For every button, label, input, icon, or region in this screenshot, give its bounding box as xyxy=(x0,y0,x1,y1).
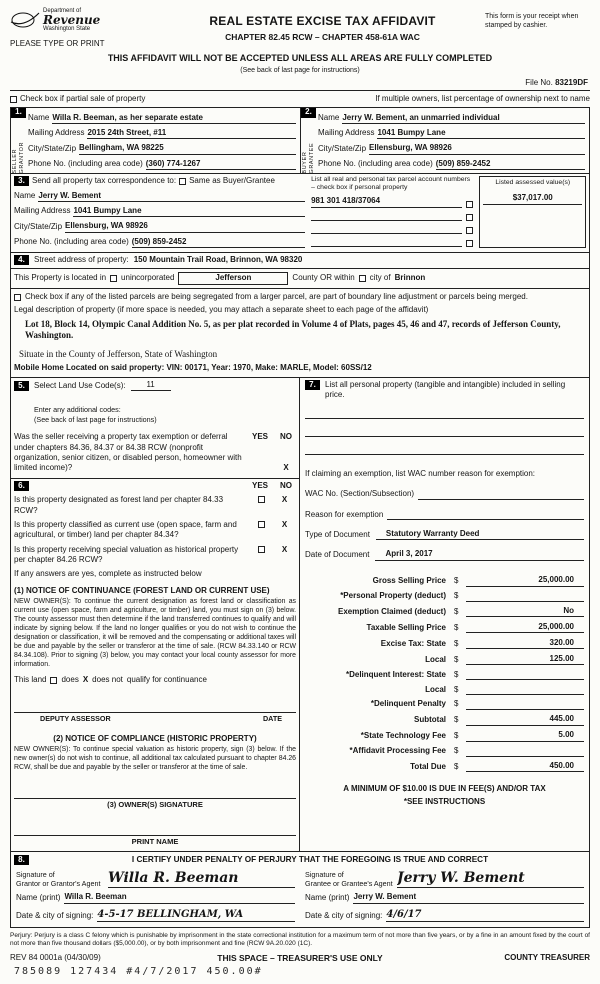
correspondence-phone-value[interactable]: (509) 859-2452 xyxy=(132,237,305,248)
street-address-value[interactable]: 150 Mountain Trail Road, Brinnon, WA 98320 xyxy=(133,255,303,265)
grantor-signature[interactable]: Willa R. Beeman xyxy=(108,870,239,887)
section6-number: 6. xyxy=(14,481,29,491)
parcel-number-line-2[interactable] xyxy=(311,212,462,221)
section3-number: 3. xyxy=(14,176,29,186)
dollar-sign: $ xyxy=(454,699,459,709)
partial-sale-checkbox[interactable] xyxy=(10,96,17,103)
fee-label: Gross Selling Price xyxy=(372,576,446,586)
seller-phone-label: Phone No. (including area code) xyxy=(28,159,143,169)
current-use-question-row xyxy=(14,520,296,541)
buyer-name-label: Name xyxy=(318,113,340,123)
date-of-document-label: Date of Document xyxy=(305,550,370,560)
mobile-home-text[interactable]: Mobile Home Located on said property: VIN: 00171, Year: 1970, Make: MARLE, Model: 60SS/12 xyxy=(14,362,372,372)
owners-signature-block xyxy=(14,789,296,810)
forest-land-no-answer[interactable]: X xyxy=(281,495,288,505)
seller-section-number: 1. xyxy=(11,108,26,118)
unincorporated-label: unincorporated xyxy=(121,273,175,283)
situate-text[interactable]: Situate in the County of Jefferson, State of Washington xyxy=(19,349,218,359)
grantor-signature-block xyxy=(11,867,300,927)
dollar-sign: $ xyxy=(454,607,459,617)
legal-description-label: Legal description of property (if more space is needed, you may attach a separate sheet to each page of the affidavit) xyxy=(14,305,429,315)
dollar-sign: $ xyxy=(454,731,459,741)
current-use-no-answer[interactable]: X xyxy=(281,519,288,529)
tax-exemption-question: Was the seller receiving a property tax exemption or deferral under chapters 84.36, 84.37 or 84.38 RCW (nonprofit organization, senior citizen, or disabled person, homeowner with limited income)? xyxy=(14,432,242,473)
fee-value[interactable]: 5.00 xyxy=(466,730,584,741)
dollar-sign: $ xyxy=(454,638,459,648)
correspondence-city-label: City/State/Zip xyxy=(14,221,63,231)
fee-table xyxy=(305,571,584,773)
certification-section xyxy=(10,852,590,928)
notice-continuance-title: (1) NOTICE OF CONTINUANCE (FOREST LAND OR CURRENT USE) xyxy=(14,585,270,595)
certify-statement: I CERTIFY UNDER PENALTY OF PERJURY THAT THE FOREGOING IS TRUE AND CORRECT xyxy=(131,854,489,864)
personal-property-line-2[interactable] xyxy=(305,425,584,437)
current-use-question: Is this property classified as current use (open space, farm and agricultural, or timber) land per chapter 84.34? xyxy=(14,519,237,540)
land-use-section xyxy=(11,378,299,479)
grantor-name-print-label: Name (print) xyxy=(16,893,61,903)
print-name-block xyxy=(14,826,296,847)
grantee-name-value[interactable]: Jerry W. Bement xyxy=(353,892,584,903)
notice-compliance-title: (2) NOTICE OF COMPLIANCE (HISTORIC PROPERTY) xyxy=(53,733,257,743)
forest-land-question-row xyxy=(14,495,296,516)
segregated-checkbox[interactable] xyxy=(14,294,21,301)
buyer-city-value[interactable]: Ellensburg, WA 98926 xyxy=(369,143,585,154)
legal-description-text[interactable]: Lot 18, Block 14, Olympic Canal Addition No. 5, as per plat recorded in Volume 4 of Plats, pages 45, 46 and 47, records of Jefferson County, Washington. xyxy=(25,318,561,341)
dollar-sign: $ xyxy=(454,762,459,771)
assessed-values-header: Listed assessed value(s) xyxy=(495,179,571,187)
please-type-label: PLEASE TYPE OR PRINT xyxy=(10,38,105,48)
buyer-address-value[interactable]: 1041 Bumpy Lane xyxy=(377,128,585,139)
unincorporated-checkbox[interactable] xyxy=(110,275,117,282)
dollar-sign: $ xyxy=(454,576,459,586)
section5-yes-answer[interactable] xyxy=(250,463,270,473)
historic-property-question: Is this property receiving special valuation as historical property per chapter 84.26 RCW? xyxy=(14,544,239,565)
grantor-name-value[interactable]: Willa R. Beeman xyxy=(64,892,295,903)
see-back-note: (See back of last page for instructions) xyxy=(240,66,360,74)
city-of-label: city of xyxy=(369,273,391,283)
parcel-personal-checkbox-4[interactable] xyxy=(466,240,473,247)
seller-grantor-box xyxy=(11,108,300,174)
owners-signature-label: (3) OWNER(S) SIGNATURE xyxy=(107,800,203,810)
personal-property-line-1[interactable] xyxy=(305,407,584,419)
property-section xyxy=(10,253,590,378)
form-header xyxy=(10,8,590,49)
print-name-label: PRINT NAME xyxy=(131,836,179,846)
file-number-value[interactable]: 83219DF xyxy=(555,77,588,87)
fee-label: Subtotal xyxy=(414,715,446,725)
assessed-value[interactable]: $37,017.00 xyxy=(483,193,582,204)
correspondence-city-value[interactable]: Ellensburg, WA 98926 xyxy=(65,221,305,232)
seller-name-label: Name xyxy=(28,113,50,123)
dollar-sign: $ xyxy=(454,654,459,664)
dollar-sign: $ xyxy=(454,746,459,756)
fee-row-delinquent-interest-local xyxy=(305,685,584,695)
print-name-line[interactable] xyxy=(14,826,296,836)
grantee-date-label: Date & city of signing: xyxy=(305,911,383,921)
fee-label: *State Technology Fee xyxy=(360,731,446,741)
section7-number: 7. xyxy=(305,380,320,390)
continuance-mark[interactable]: X xyxy=(82,675,89,685)
rev-number: REV 84 0001a (04/30/09) xyxy=(10,953,101,962)
county-or-within-label: County OR within xyxy=(292,273,355,283)
file-number-label: File No. xyxy=(525,77,553,87)
acceptance-warning: THIS AFFIDAVIT WILL NOT BE ACCEPTED UNLESS ALL AREAS ARE FULLY COMPLETED xyxy=(107,52,493,63)
continuance-pre-label: This land xyxy=(14,675,47,685)
dollar-sign: $ xyxy=(454,669,459,679)
dor-logo-swoosh-icon xyxy=(10,9,40,31)
located-in-label: This Property is located in xyxy=(14,273,107,283)
personal-property-line-3[interactable] xyxy=(305,443,584,455)
same-as-buyer-checkbox[interactable] xyxy=(179,178,186,185)
parcel-number-line-3[interactable] xyxy=(311,225,462,234)
selling-price-section xyxy=(300,378,589,850)
fee-value[interactable]: No xyxy=(466,606,584,617)
current-use-yes-checkbox[interactable] xyxy=(258,521,265,528)
fee-value[interactable]: 320.00 xyxy=(466,638,584,649)
dollar-sign: $ xyxy=(454,622,459,632)
buyer-side-label: BUYER xyxy=(301,151,308,174)
grantee-signature-of-label: Signature of xyxy=(305,869,344,879)
minimum-due-note: A MINIMUM OF $10.00 IS DUE IN FEE(S) AND/OR TAX xyxy=(343,784,546,794)
fee-label: Local xyxy=(425,654,446,664)
land-use-label: Select Land Use Code(s): xyxy=(34,381,126,391)
additional-codes-label: Enter any additional codes: xyxy=(34,405,121,415)
deputy-assessor-label: DEPUTY ASSESSOR xyxy=(40,714,111,724)
grantee-signature-block xyxy=(300,867,589,927)
land-use-code-value[interactable]: 11 xyxy=(131,380,171,391)
fee-row-total-due xyxy=(305,761,584,772)
city-checkbox[interactable] xyxy=(359,275,366,282)
parcel-personal-checkbox-2[interactable] xyxy=(466,214,473,221)
seller-side-label: SELLER xyxy=(11,148,18,174)
owners-signature-line[interactable] xyxy=(14,789,296,799)
seller-city-value[interactable]: Bellingham, WA 98225 xyxy=(79,143,296,154)
reason-for-exemption-label: Reason for exemption xyxy=(305,509,384,519)
dollar-sign: $ xyxy=(454,715,459,725)
section6-yes-label: YES xyxy=(251,480,268,490)
fee-row-delinquent-interest-state xyxy=(305,670,584,680)
county-treasurer-label: COUNTY TREASURER xyxy=(504,953,590,962)
perjury-statement: Perjury: Perjury is a class C felony which is punishable by imprisonment in the state correctional institution for a maximum term of not more than five years, or by a fine in an amount fixed by the court of not more than five thousand dollars ($5,000.00), or by both imprisonment and fine (RCW 9A.20.020 (1C). xyxy=(10,931,590,948)
continuance-row xyxy=(14,675,296,685)
fee-value[interactable]: 445.00 xyxy=(466,714,584,725)
grantor-signature-of-label: Signature of xyxy=(16,869,55,879)
if-yes-note: If any answers are yes, complete as instructed below xyxy=(14,569,202,579)
fee-row-processing-fee xyxy=(305,746,584,756)
receipt-stamp: 785089 127434 #4/7/2017 450.00# xyxy=(14,966,263,977)
grantee-date-value[interactable]: 4/6/17 xyxy=(386,908,584,922)
fee-value[interactable] xyxy=(466,670,584,680)
fee-row-technology-fee xyxy=(305,730,584,741)
correspondence-phone-label: Phone No. (including area code) xyxy=(14,237,129,247)
segregated-label: Check box if any of the listed parcels are being segregated from a larger parcel, are part of boundary line adjustment or parcels being merged. xyxy=(25,291,528,301)
parcel-numbers-header: List all real and personal tax parcel account numbers – check box if personal property xyxy=(311,176,471,192)
multiple-owners-note: If multiple owners, list percentage of ownership next to name xyxy=(375,94,590,104)
buyer-section-number: 2. xyxy=(301,108,316,118)
fee-row-delinquent-penalty xyxy=(305,699,584,709)
type-of-document-value[interactable]: Statutory Warranty Deed xyxy=(376,529,584,540)
fee-row-gross xyxy=(305,575,584,586)
file-number xyxy=(10,78,588,88)
grantor-date-label: Date & city of signing: xyxy=(16,911,94,921)
fee-label: Local xyxy=(425,684,446,694)
partial-sale-row xyxy=(10,90,590,106)
correspondence-name-value[interactable]: Jerry W. Bement xyxy=(38,191,305,202)
historic-property-no-answer[interactable]: X xyxy=(281,544,288,554)
correspondence-label: Send all property tax correspondence to: xyxy=(32,176,177,186)
fee-label: *Personal Property (deduct) xyxy=(340,591,446,601)
continuance-does-checkbox[interactable] xyxy=(50,677,57,684)
seller-name-value[interactable]: Willa R. Beeman, as her separate estate xyxy=(52,113,296,124)
section5-number: 5. xyxy=(14,381,29,391)
section5-no-answer[interactable]: X xyxy=(283,463,289,473)
section8-number: 8. xyxy=(14,855,29,865)
treasurer-space-label: THIS SPACE – TREASURER'S USE ONLY xyxy=(217,952,383,963)
fee-label: Excise Tax: State xyxy=(380,638,446,648)
fee-value[interactable] xyxy=(466,592,584,602)
fee-label: *Delinquent Interest: State xyxy=(345,669,446,679)
city-value[interactable]: Brinnon xyxy=(394,273,426,283)
parcel-personal-checkbox-1[interactable] xyxy=(466,201,473,208)
fee-row-excise-local xyxy=(305,654,584,665)
correspondence-address-label: Mailing Address xyxy=(14,206,71,216)
seller-address-label: Mailing Address xyxy=(28,128,85,138)
dollar-sign: $ xyxy=(454,684,459,694)
forest-land-question: Is this property designated as forest land per chapter 84.33 RCW? xyxy=(14,495,224,515)
buyer-city-label: City/State/Zip xyxy=(318,143,367,153)
designation-section xyxy=(11,479,299,851)
forest-land-yes-checkbox[interactable] xyxy=(258,496,265,503)
see-back-note-2: (See back of last page for instructions) xyxy=(34,414,157,424)
fee-label: *Delinquent Penalty xyxy=(370,699,446,709)
fee-value[interactable]: 125.00 xyxy=(466,654,584,665)
seller-address-value[interactable]: 2015 24th Street, #11 xyxy=(87,128,296,139)
historic-property-yes-checkbox[interactable] xyxy=(258,546,265,553)
date-of-document-value[interactable]: April 3, 2017 xyxy=(375,549,584,560)
form-title: REAL ESTATE EXCISE TAX AFFIDAVIT xyxy=(209,14,436,28)
fee-value[interactable] xyxy=(466,700,584,710)
buyer-grantee-box xyxy=(300,108,589,174)
partial-sale-label: Check box if partial sale of property xyxy=(20,94,146,104)
parcel-personal-checkbox-3[interactable] xyxy=(466,227,473,234)
footer-row xyxy=(10,953,590,964)
dollar-sign: $ xyxy=(454,591,459,601)
fee-label: Total Due xyxy=(410,762,446,771)
street-address-label: Street address of property: xyxy=(34,255,129,265)
continuance-does-label: does xyxy=(61,675,79,685)
parcel-number-line-4[interactable] xyxy=(311,238,462,247)
type-of-document-label: Type of Document xyxy=(305,530,370,540)
grantor-role-label: Grantor or Grantor's Agent xyxy=(16,879,101,889)
same-as-buyer-label: Same as Buyer/Grantee xyxy=(189,176,275,186)
notice-continuance-text: NEW OWNER(S): To continue the current designation as forest land or classification as current use (open space, farm and agriculture, or timber) land, you must sign on (3) below. The county assessor must then determine if the land transferred continues to qualify and will indicate by signing below. If the land no longer qualifies or you do not wish to continue the designation or classification, it will be removed and the compensating or additional taxes will be due and payable by the seller or transferor at the time of sale. (RCW 84.33.140 or RCW 84.34.108). Prior to signing (3) below, you may contact your local county assessor for more information. xyxy=(14,598,296,669)
fee-label: *Affidavit Processing Fee xyxy=(349,746,446,756)
tax-correspondence-section xyxy=(10,174,590,253)
section5-yes-label: YES xyxy=(251,432,268,442)
personal-property-label: List all personal property (tangible and intangible) included in selling price. xyxy=(325,380,566,400)
dor-logo-name: Revenue xyxy=(43,13,101,28)
fee-row-exemption-claimed xyxy=(305,606,584,617)
grantee-role-label: Grantee or Grantee's Agent xyxy=(305,879,393,889)
reason-for-exemption-line[interactable] xyxy=(387,511,584,520)
grantor-side-label: GRANTOR xyxy=(19,141,25,174)
see-instructions-note: *SEE INSTRUCTIONS xyxy=(403,796,486,806)
fee-row-excise-state xyxy=(305,638,584,649)
middle-sections xyxy=(10,378,590,851)
seller-city-label: City/State/Zip xyxy=(28,143,77,153)
grantee-signature[interactable]: Jerry W. Bement xyxy=(397,870,525,887)
seller-phone-value[interactable]: (360) 774-1267 xyxy=(146,159,296,170)
fee-label: Exemption Claimed (deduct) xyxy=(337,607,446,617)
parties-section xyxy=(10,107,590,175)
fee-row-taxable xyxy=(305,622,584,633)
deputy-assessor-signature-line[interactable] xyxy=(14,703,296,713)
grantor-date-value[interactable]: 4-5-17 BELLINGHAM, WA xyxy=(97,908,295,922)
buyer-name-value[interactable]: Jerry W. Bement, an unmarried individual xyxy=(342,113,585,124)
fee-row-subtotal xyxy=(305,714,584,725)
dor-logo-dept: Department of xyxy=(43,8,82,14)
fee-value[interactable]: 25,000.00 xyxy=(466,575,584,586)
grantee-name-print-label: Name (print) xyxy=(305,893,350,903)
notice-compliance-text: NEW OWNER(S): To continue special valuation as historic property, sign (3) below. If the new owner(s) do not wish to continue, all additional tax calculated pursuant to chapter 84.26 RCW, shall be due and payable by the seller or transferor at the time of sale. xyxy=(14,746,296,772)
form-chapter: CHAPTER 82.45 RCW – CHAPTER 458-61A WAC xyxy=(225,31,420,42)
fee-label: Taxable Selling Price xyxy=(366,622,446,632)
parcel-number-value[interactable]: 981 301 418/37064 xyxy=(311,196,462,207)
section5-no-label: NO xyxy=(280,432,292,442)
buyer-phone-value[interactable]: (509) 859-2452 xyxy=(436,159,585,170)
fee-value[interactable] xyxy=(466,685,584,695)
section6-no-label: NO xyxy=(280,480,292,490)
dor-logo xyxy=(10,8,160,33)
dor-logo-state: Washington State xyxy=(43,26,91,33)
wac-no-line[interactable] xyxy=(418,491,584,500)
exemption-claim-label: If claiming an exemption, list WAC number reason for exemption: xyxy=(305,468,536,478)
historic-property-question-row xyxy=(14,545,296,566)
fee-value[interactable]: 25,000.00 xyxy=(466,622,584,633)
correspondence-address-value[interactable]: 1041 Bumpy Lane xyxy=(73,206,305,217)
continuance-does-not-label: does not xyxy=(92,675,123,685)
correspondence-name-label: Name xyxy=(14,191,36,200)
fee-value[interactable]: 450.00 xyxy=(466,761,584,772)
fee-row-personal-property xyxy=(305,591,584,601)
section4-number: 4. xyxy=(14,255,29,265)
deputy-date-label: DATE xyxy=(262,714,282,724)
buyer-phone-label: Phone No. (including area code) xyxy=(318,159,433,169)
buyer-address-label: Mailing Address xyxy=(318,128,375,138)
fee-value[interactable] xyxy=(466,747,584,757)
wac-no-label: WAC No. (Section/Subsection) xyxy=(305,489,415,499)
grantee-side-label: GRANTEE xyxy=(309,142,315,174)
continuance-post-label: qualify for continuance xyxy=(126,675,207,685)
receipt-note: This form is your receipt when stamped by cashier. xyxy=(485,13,579,30)
county-value[interactable]: Jefferson xyxy=(178,272,288,284)
deputy-assessor-block xyxy=(14,703,296,723)
